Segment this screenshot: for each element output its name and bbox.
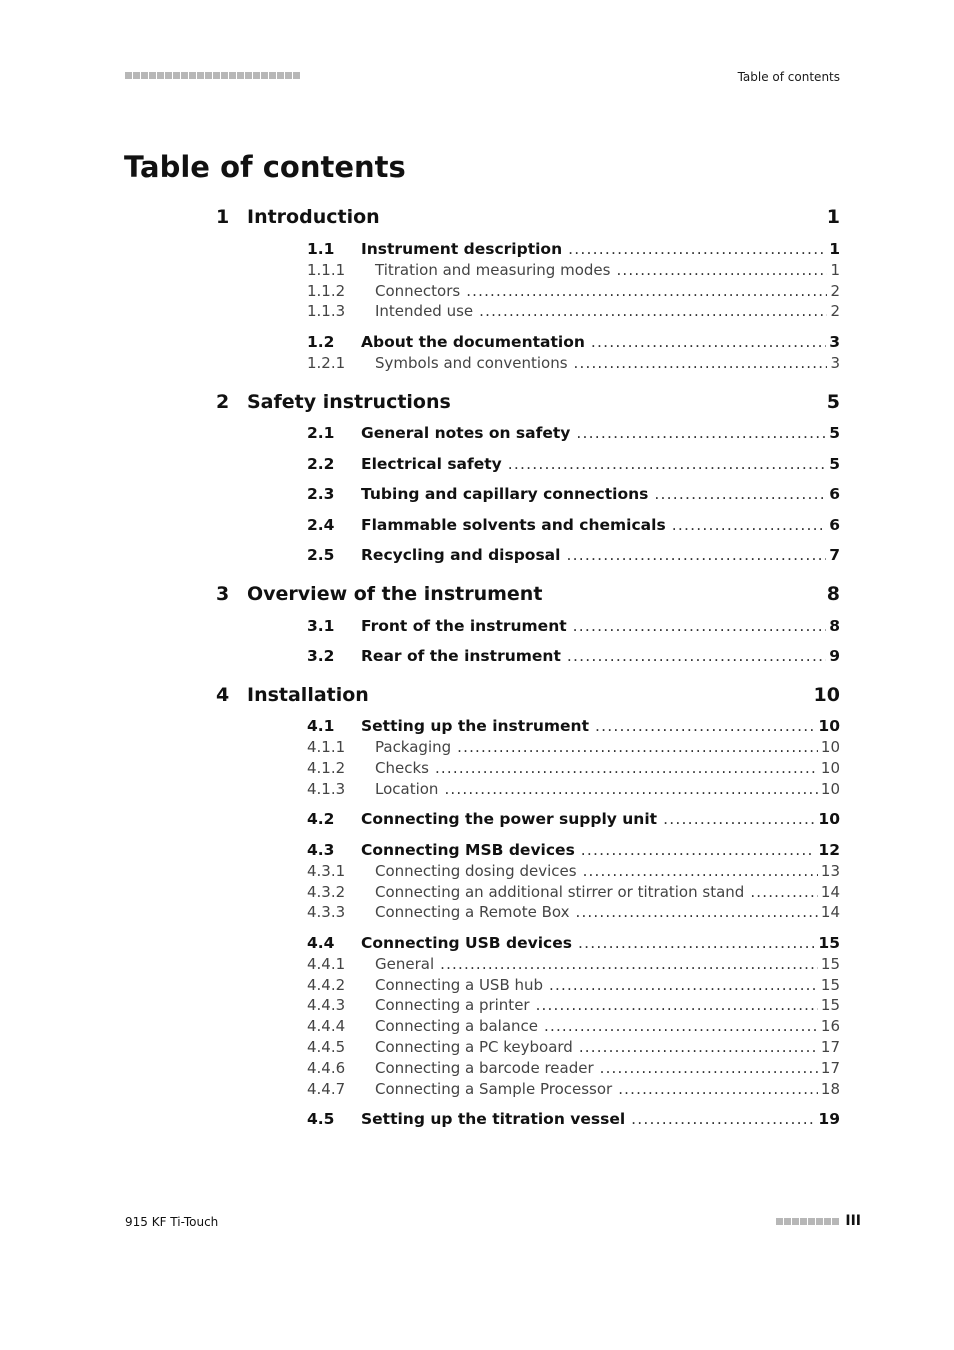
subsection-title: Connecting a Sample Processor: [375, 1080, 613, 1098]
section-entry: [361, 810, 840, 828]
subsection-page: 14: [820, 883, 840, 901]
toc-section-3-2[interactable]: [0, 647, 954, 667]
subsection-entry: [375, 759, 840, 777]
section-title: Connecting MSB devices: [361, 841, 575, 859]
section-page: 5: [829, 424, 840, 442]
dot-leader: [654, 485, 826, 503]
subsection-entry: [375, 976, 840, 994]
dot-leader: [566, 546, 826, 564]
subsection-entry: [375, 862, 840, 880]
section-number: 1.1: [307, 240, 335, 258]
toc-subsection-4-1-3[interactable]: [0, 780, 954, 800]
toc-subsection-1-1-2[interactable]: [0, 282, 954, 302]
toc-subsection-4-3-2[interactable]: [0, 883, 954, 903]
subsection-title: Connectors: [375, 282, 461, 300]
section-page: 19: [818, 1110, 840, 1128]
dot-leader: [618, 1080, 818, 1098]
toc-subsection-4-4-4[interactable]: [0, 1017, 954, 1037]
section-page: 10: [818, 717, 840, 735]
subsection-number: 4.3.3: [307, 903, 346, 921]
section-title: Connecting the power supply unit: [361, 810, 658, 828]
section-page: 6: [829, 516, 840, 534]
subsection-page: 14: [820, 903, 840, 921]
section-entry: [361, 455, 840, 473]
toc-subsection-4-1-2[interactable]: [0, 759, 954, 779]
subsection-page: 15: [820, 976, 840, 994]
subsection-title: Connecting dosing devices: [375, 862, 577, 880]
dot-leader: [578, 934, 815, 952]
toc-section-4-4[interactable]: [0, 934, 954, 954]
subsection-title: Connecting a USB hub: [375, 976, 544, 994]
section-entry: [361, 647, 840, 665]
section-entry: [361, 546, 840, 564]
section-title: Setting up the instrument: [361, 717, 589, 735]
chapter-number: 4: [216, 684, 230, 706]
header-dot-bar: [125, 72, 300, 79]
subsection-title: Connecting a PC keyboard: [375, 1038, 573, 1056]
section-page: 8: [829, 617, 840, 635]
subsection-page: 15: [820, 955, 840, 973]
subsection-number: 4.1.2: [307, 759, 346, 777]
dot-leader: [573, 617, 827, 635]
subsection-title: Connecting a printer: [375, 996, 530, 1014]
section-entry: [361, 516, 840, 534]
dot-leader: [750, 883, 818, 901]
subsection-page: 13: [820, 862, 840, 880]
subsection-title: Connecting a Remote Box: [375, 903, 570, 921]
subsection-entry: [375, 302, 840, 320]
subsection-entry: [375, 282, 840, 300]
subsection-page: 10: [820, 780, 840, 798]
dot-leader: [591, 333, 826, 351]
subsection-page: 10: [820, 759, 840, 777]
toc-section-2-2[interactable]: [0, 455, 954, 475]
toc-subsection-4-3-3[interactable]: [0, 903, 954, 923]
subsection-title: Connecting an additional stirrer or titration stand: [375, 883, 745, 901]
section-page: 7: [829, 546, 840, 564]
section-page: 10: [818, 810, 840, 828]
subsection-page: 1: [830, 261, 840, 279]
section-number: 4.2: [307, 810, 335, 828]
subsection-page: 17: [820, 1038, 840, 1056]
subsection-entry: [375, 903, 840, 921]
dot-leader: [567, 647, 826, 665]
section-number: 1.2: [307, 333, 335, 351]
toc-section-2-5[interactable]: [0, 546, 954, 566]
subsection-number: 4.4.1: [307, 955, 346, 973]
subsection-entry: [375, 738, 840, 756]
subsection-number: 4.4.2: [307, 976, 346, 994]
subsection-entry: [375, 996, 840, 1014]
subsection-title: Intended use: [375, 302, 474, 320]
subsection-page: 2: [830, 302, 840, 320]
section-title: General notes on safety: [361, 424, 571, 442]
dot-leader: [508, 455, 826, 473]
subsection-title: Location: [375, 780, 439, 798]
section-number: 2.4: [307, 516, 335, 534]
subsection-title: General: [375, 955, 435, 973]
chapter-page: 1: [826, 206, 840, 228]
subsection-number: 4.4.4: [307, 1017, 346, 1035]
toc-subsection-1-2-1[interactable]: [0, 354, 954, 374]
subsection-entry: [375, 1017, 840, 1035]
section-title: Electrical safety: [361, 455, 502, 473]
subsection-entry: [375, 883, 840, 901]
toc-subsection-4-4-2[interactable]: [0, 976, 954, 996]
section-page: 1: [829, 240, 840, 258]
section-entry: [361, 934, 840, 952]
subsection-number: 4.3.2: [307, 883, 346, 901]
chapter-title: Introduction: [247, 206, 380, 228]
section-page: 3: [829, 333, 840, 351]
toc-section-2-3[interactable]: [0, 485, 954, 505]
section-page: 9: [829, 647, 840, 665]
section-entry: [361, 717, 840, 735]
subsection-number: 1.1.1: [307, 261, 346, 279]
section-title: Instrument description: [361, 240, 563, 258]
section-number: 4.5: [307, 1110, 335, 1128]
section-number: 3.1: [307, 617, 335, 635]
dot-leader: [663, 810, 815, 828]
chapter-title: Safety instructions: [247, 391, 451, 413]
section-title: Connecting USB devices: [361, 934, 572, 952]
section-number: 2.3: [307, 485, 335, 503]
section-title: Recycling and disposal: [361, 546, 561, 564]
section-number: 4.4: [307, 934, 335, 952]
subsection-page: 10: [820, 738, 840, 756]
subsection-number: 4.4.6: [307, 1059, 346, 1077]
dot-leader: [568, 240, 826, 258]
footer-page-marker: [776, 1213, 861, 1229]
toc-section-2-4[interactable]: [0, 516, 954, 536]
toc-subsection-1-1-1[interactable]: [0, 261, 954, 281]
section-number: 2.2: [307, 455, 335, 473]
subsection-title: Symbols and conventions: [375, 354, 568, 372]
chapter-page: 10: [813, 684, 840, 706]
subsection-entry: [375, 261, 840, 279]
toc-section-2-1[interactable]: [0, 424, 954, 444]
section-entry: [361, 617, 840, 635]
subsection-title: Connecting a balance: [375, 1017, 539, 1035]
subsection-title: Titration and measuring modes: [375, 261, 611, 279]
dot-leader: [466, 282, 827, 300]
toc-subsection-4-4-3[interactable]: [0, 996, 954, 1016]
dot-leader: [574, 354, 828, 372]
section-page: 12: [818, 841, 840, 859]
section-page: 6: [829, 485, 840, 503]
subsection-entry: [375, 1038, 840, 1056]
dot-leader: [576, 424, 826, 442]
section-title: About the documentation: [361, 333, 585, 351]
page-number: III: [845, 1213, 861, 1229]
dot-leader: [444, 780, 817, 798]
dot-leader: [549, 976, 818, 994]
section-title: Tubing and capillary connections: [361, 485, 649, 503]
subsection-number: 1.1.2: [307, 282, 346, 300]
subsection-number: 1.1.3: [307, 302, 346, 320]
section-entry: [361, 1110, 840, 1128]
section-number: 2.5: [307, 546, 335, 564]
subsection-page: 2: [830, 282, 840, 300]
subsection-number: 4.3.1: [307, 862, 346, 880]
toc-subsection-4-4-6[interactable]: [0, 1059, 954, 1079]
dot-leader: [479, 302, 827, 320]
toc-subsection-4-4-1[interactable]: [0, 955, 954, 975]
section-entry: [361, 424, 840, 442]
section-number: 2.1: [307, 424, 335, 442]
chapter-number: 2: [216, 391, 230, 413]
running-header-title: Table of contents: [737, 70, 840, 84]
chapter-number: 3: [216, 583, 230, 605]
subsection-number: 4.4.3: [307, 996, 346, 1014]
toc-section-4-1[interactable]: [0, 717, 954, 737]
dot-leader: [672, 516, 827, 534]
toc-section-4-2[interactable]: [0, 810, 954, 830]
dot-leader: [457, 738, 818, 756]
dot-leader: [595, 717, 815, 735]
chapter-number: 1: [216, 206, 230, 228]
chapter-title: Installation: [247, 684, 369, 706]
subsection-title: Connecting a barcode reader: [375, 1059, 594, 1077]
chapter-page: 8: [826, 583, 840, 605]
section-title: Setting up the titration vessel: [361, 1110, 626, 1128]
dot-leader: [579, 1038, 818, 1056]
dot-leader: [600, 1059, 818, 1077]
subsection-number: 1.2.1: [307, 354, 346, 372]
subsection-number: 4.4.5: [307, 1038, 346, 1056]
subsection-entry: [375, 780, 840, 798]
toc-subsection-4-3-1[interactable]: [0, 862, 954, 882]
dot-leader: [616, 261, 827, 279]
section-title: Front of the instrument: [361, 617, 567, 635]
section-entry: [361, 240, 840, 258]
toc-subsection-4-1-1[interactable]: [0, 738, 954, 758]
subsection-page: 18: [820, 1080, 840, 1098]
dot-leader: [631, 1110, 815, 1128]
subsection-page: 3: [830, 354, 840, 372]
subsection-title: Packaging: [375, 738, 452, 756]
section-number: 4.3: [307, 841, 335, 859]
subsection-page: 15: [820, 996, 840, 1014]
page-title: Table of contents: [124, 150, 406, 184]
section-entry: [361, 485, 840, 503]
section-number: 3.2: [307, 647, 335, 665]
subsection-title: Checks: [375, 759, 429, 777]
subsection-entry: [375, 1080, 840, 1098]
toc-section-1-2[interactable]: [0, 333, 954, 353]
dot-leader: [575, 903, 817, 921]
subsection-number: 4.1.3: [307, 780, 346, 798]
section-title: Rear of the instrument: [361, 647, 561, 665]
section-entry: [361, 333, 840, 351]
section-page: 15: [818, 934, 840, 952]
toc-subsection-4-4-7[interactable]: [0, 1080, 954, 1100]
dot-leader: [536, 996, 818, 1014]
footer-dot-bar: [776, 1218, 839, 1225]
toc-section-1-1[interactable]: [0, 240, 954, 260]
section-title: Flammable solvents and chemicals: [361, 516, 666, 534]
section-number: 4.1: [307, 717, 335, 735]
dot-leader: [544, 1017, 818, 1035]
footer-product-name: 915 KF Ti-Touch: [125, 1215, 219, 1229]
section-page: 5: [829, 455, 840, 473]
dot-leader: [435, 759, 818, 777]
section-entry: [361, 841, 840, 859]
subsection-entry: [375, 354, 840, 372]
toc-section-4-5[interactable]: [0, 1110, 954, 1130]
dot-leader: [581, 841, 816, 859]
chapter-page: 5: [826, 391, 840, 413]
dot-leader: [440, 955, 818, 973]
subsection-number: 4.4.7: [307, 1080, 346, 1098]
toc-section-4-3[interactable]: [0, 841, 954, 861]
chapter-title: Overview of the instrument: [247, 583, 543, 605]
toc-section-3-1[interactable]: [0, 617, 954, 637]
subsection-number: 4.1.1: [307, 738, 346, 756]
subsection-page: 16: [820, 1017, 840, 1035]
subsection-entry: [375, 1059, 840, 1077]
dot-leader: [583, 862, 818, 880]
subsection-page: 17: [820, 1059, 840, 1077]
toc-subsection-1-1-3[interactable]: [0, 302, 954, 322]
subsection-entry: [375, 955, 840, 973]
toc-subsection-4-4-5[interactable]: [0, 1038, 954, 1058]
